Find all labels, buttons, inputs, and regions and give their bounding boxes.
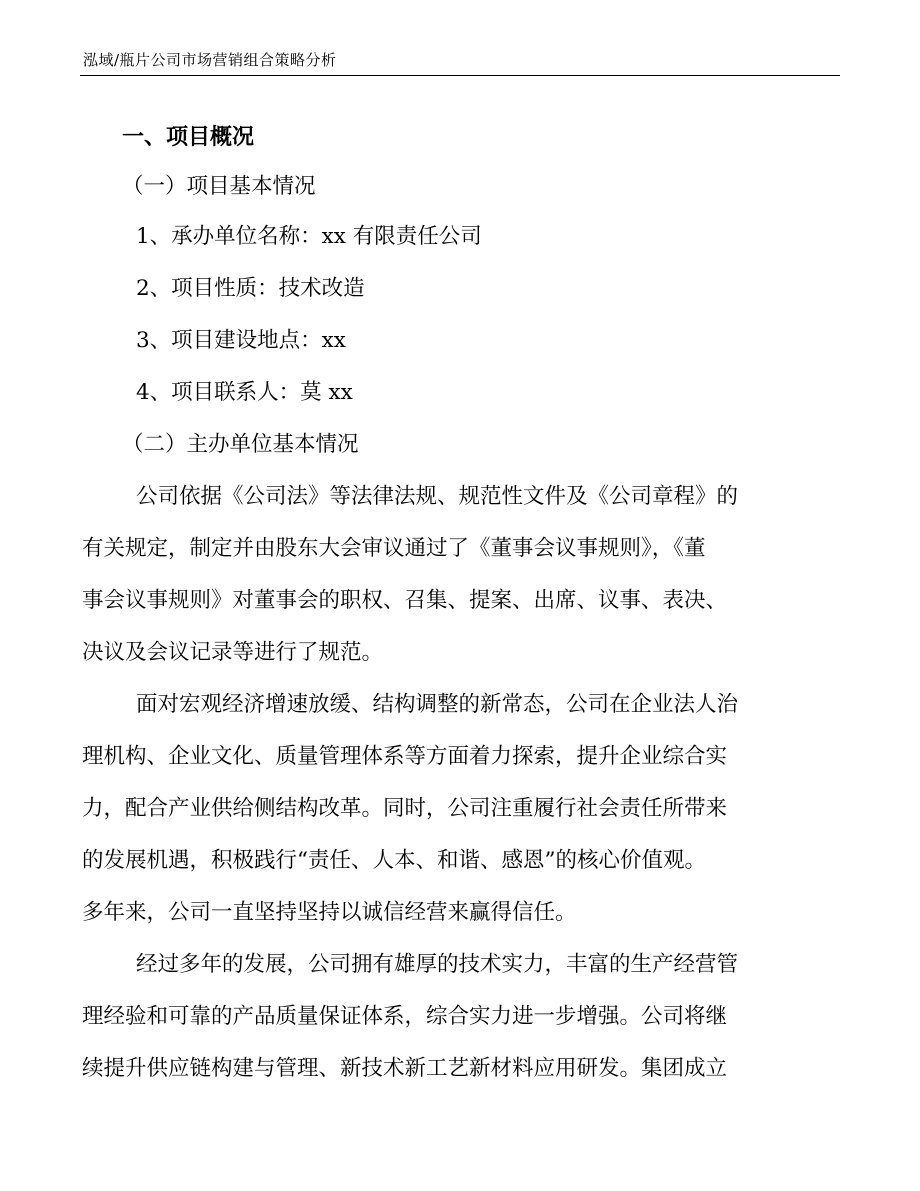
page-header: 泓域/瓶片公司市场营销组合策略分析 (83, 51, 337, 69)
paragraph-1-line-2: 有关规定，制定并由股东大会审议通过了《董事会议事规则》，《董 (82, 536, 706, 561)
paragraph-1-line-1: 公司依据《公司法》等法律法规、规范性文件及《公司章程》的 (136, 484, 739, 509)
paragraph-3-line-2: 理经验和可靠的产品质量保证体系，综合实力进一步增强。公司将继 (82, 1004, 728, 1029)
paragraph-1-line-4: 决议及会议记录等进行了规范。 (82, 640, 384, 665)
paragraph-3-line-1: 经过多年的发展，公司拥有雄厚的技术实力，丰富的生产经营管 (136, 952, 739, 977)
paragraph-2-line-2: 理机构、企业文化、质量管理体系等方面着力探索，提升企业综合实 (82, 744, 728, 769)
paragraph-1-line-3: 事会议事规则》对董事会的职权、召集、提案、出席、议事、表决、 (82, 588, 728, 613)
section-heading-overview: 一、项目概况 (122, 124, 255, 150)
paragraph-2-line-4: 的发展机遇，积极践行“责任、人本、和谐、感恩”的核心价值观。 (82, 848, 706, 873)
paragraph-3-line-3: 续提升供应链构建与管理、新技术新工艺新材料应用研发。集团成立 (82, 1056, 728, 1081)
info-item-nature: 2、项目性质：技术改造 (136, 276, 365, 301)
info-item-location: 3、项目建设地点：xx (136, 328, 346, 353)
info-item-contact: 4、项目联系人：莫 xx (136, 380, 353, 405)
paragraph-2-line-1: 面对宏观经济增速放缓、结构调整的新常态，公司在企业法人治 (136, 692, 739, 717)
subheading-project-basic: （一）项目基本情况 (122, 174, 316, 199)
subheading-sponsor-basic: （二）主办单位基本情况 (122, 432, 359, 457)
info-item-undertaker: 1、承办单位名称：xx 有限责任公司 (136, 224, 482, 249)
header-rule (80, 75, 840, 76)
paragraph-2-line-3: 力，配合产业供给侧结构改革。同时，公司注重履行社会责任所带来 (82, 796, 728, 821)
paragraph-2-line-5: 多年来，公司一直坚持坚持以诚信经营来赢得信任。 (82, 900, 577, 925)
